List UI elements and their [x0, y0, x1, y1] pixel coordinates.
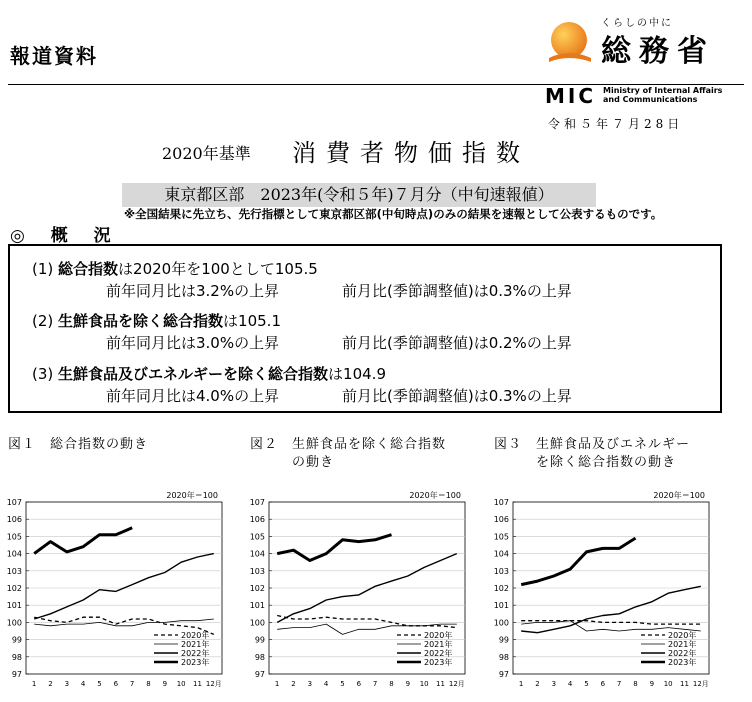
y-tick-label: 101: [6, 601, 22, 611]
item-number: (1): [32, 260, 54, 278]
mic-text: MIC: [545, 84, 597, 108]
x-tick-label: 8: [389, 680, 394, 688]
y-tick-label: 97: [498, 670, 509, 679]
x-tick-label: 9: [162, 680, 168, 688]
legend-label: 2023年: [181, 658, 210, 667]
item-2-yoy: 前年同月比は3.0%の上昇: [106, 334, 280, 352]
logo-sun-icon: [545, 18, 597, 70]
logo-tagline: くらしの中に: [601, 18, 673, 29]
item-1-yoy: 前年同月比は3.2%の上昇: [106, 282, 280, 300]
ministry-logo: [545, 14, 745, 76]
item-number: (3): [32, 365, 54, 383]
x-tick-label: 12月: [448, 680, 465, 688]
figure-1-title: 図１ 総合指数の動き: [8, 437, 149, 452]
y-tick-label: 107: [493, 498, 509, 507]
figure-2-caption: [250, 436, 480, 472]
x-tick-label: 1: [518, 680, 524, 688]
item-desc: は105.1: [223, 312, 281, 330]
subtitle-banner: 東京都区部 2023年(令和５年)７月分（中旬速報値）: [122, 183, 596, 207]
item-2-mom: 前月比(季節調整値)は0.2%の上昇: [342, 334, 572, 352]
x-tick-label: 3: [551, 680, 557, 688]
y-tick-label: 99: [254, 635, 265, 645]
chart-2: [243, 488, 477, 694]
base-year-note: 2020年＝100: [653, 491, 705, 500]
legend-label: 2020年: [668, 631, 697, 640]
figure-2-title: 図２ 生鮮食品を除く総合指数: [250, 437, 447, 452]
legend-label: 2021年: [668, 640, 697, 649]
release-label: 報道資料: [10, 44, 98, 68]
y-tick-label: 103: [493, 566, 509, 576]
series-line-2020年: [277, 616, 457, 628]
legend-label: 2020年: [181, 631, 210, 640]
x-tick-label: 12月: [205, 680, 222, 688]
chart-1: [0, 488, 234, 694]
y-tick-label: 103: [6, 566, 22, 576]
y-tick-label: 98: [11, 652, 22, 662]
x-tick-label: 7: [616, 680, 622, 688]
x-tick-label: 10: [176, 680, 186, 688]
x-tick-label: 7: [129, 680, 135, 688]
chart-3: [487, 488, 721, 694]
item-name: 生鮮食品及びエネルギーを除く総合指数: [58, 365, 329, 383]
series-line-2023年: [34, 528, 132, 554]
x-tick-label: 6: [600, 680, 606, 688]
series-line-2023年: [521, 538, 635, 585]
item-3-mom: 前月比(季節調整値)は0.3%の上昇: [342, 387, 572, 405]
y-tick-label: 106: [493, 515, 509, 525]
y-tick-label: 97: [11, 670, 22, 679]
y-tick-label: 99: [498, 635, 509, 645]
x-tick-label: 3: [307, 680, 313, 688]
y-tick-label: 98: [254, 652, 265, 662]
item-number: (2): [32, 312, 54, 330]
y-tick-label: 104: [493, 549, 509, 559]
y-tick-label: 105: [6, 532, 22, 542]
overview-item-3: [32, 363, 386, 384]
base-year-note: 2020年＝100: [409, 491, 461, 500]
mic-logo: [545, 84, 745, 108]
item-desc: は2020年を100として105.5: [118, 260, 318, 278]
y-tick-label: 102: [493, 584, 509, 593]
x-tick-label: 3: [64, 680, 70, 688]
series-line-2023年: [277, 535, 391, 561]
series-line-2022年: [521, 586, 701, 632]
y-tick-label: 102: [249, 584, 265, 593]
item-desc: は104.9: [328, 365, 386, 383]
item-1-mom: 前月比(季節調整値)は0.3%の上昇: [342, 282, 572, 300]
item-name: 総合指数: [58, 260, 119, 278]
overview-item-1: [32, 258, 318, 279]
y-tick-label: 107: [6, 498, 22, 507]
y-tick-label: 99: [11, 635, 22, 645]
x-tick-label: 5: [340, 680, 345, 688]
x-tick-label: 1: [31, 680, 37, 688]
legend-label: 2020年: [424, 631, 453, 640]
x-tick-label: 10: [663, 680, 673, 688]
x-tick-label: 1: [274, 680, 280, 688]
y-tick-label: 107: [249, 498, 265, 507]
y-tick-label: 106: [249, 515, 265, 525]
logo-ministry-name: 総務省: [601, 34, 715, 69]
x-tick-label: 9: [405, 680, 411, 688]
mic-subtitle-line2: and Communications: [603, 95, 698, 104]
x-tick-label: 4: [323, 680, 329, 688]
figure-1-caption: [8, 436, 238, 454]
overview-box: [8, 244, 722, 413]
page-title: 消費者物価指数: [292, 139, 530, 167]
x-tick-label: 6: [356, 680, 362, 688]
legend-label: 2023年: [668, 658, 697, 667]
x-tick-label: 8: [633, 680, 638, 688]
item-name: 生鮮食品を除く総合指数: [58, 312, 224, 330]
x-tick-label: 4: [80, 680, 86, 688]
legend-label: 2021年: [181, 640, 210, 649]
x-tick-label: 5: [584, 680, 589, 688]
y-tick-label: 100: [6, 618, 22, 628]
x-tick-label: 11: [680, 680, 689, 688]
figure-3-title: 図３ 生鮮食品及びエネルギー: [494, 437, 691, 452]
y-tick-label: 102: [6, 584, 22, 593]
figure-2-title-line2: の動き: [292, 455, 335, 470]
y-tick-label: 103: [249, 566, 265, 576]
y-tick-label: 101: [249, 601, 265, 611]
x-tick-label: 7: [372, 680, 378, 688]
overview-heading: ◎ 概 況: [10, 226, 121, 246]
figure-3-title-line2: を除く総合指数の動き: [536, 455, 677, 470]
series-line-2022年: [34, 554, 214, 619]
y-tick-label: 104: [249, 549, 265, 559]
overview-item-2: [32, 310, 281, 331]
y-tick-label: 100: [493, 618, 509, 628]
mic-subtitle: [603, 86, 722, 104]
x-tick-label: 9: [649, 680, 655, 688]
y-tick-label: 106: [6, 515, 22, 525]
y-tick-label: 104: [6, 549, 22, 559]
item-3-yoy: 前年同月比は4.0%の上昇: [106, 387, 280, 405]
legend-label: 2021年: [424, 640, 453, 649]
base-year-note: 2020年＝100: [166, 491, 218, 500]
x-tick-label: 10: [419, 680, 429, 688]
x-tick-label: 5: [97, 680, 102, 688]
legend-label: 2023年: [424, 658, 453, 667]
x-tick-label: 4: [567, 680, 573, 688]
x-tick-label: 6: [113, 680, 119, 688]
legend-label: 2022年: [424, 649, 453, 658]
y-tick-label: 97: [254, 670, 265, 679]
y-tick-label: 101: [493, 601, 509, 611]
x-tick-label: 12月: [692, 680, 709, 688]
y-tick-label: 105: [249, 532, 265, 542]
figure-3-caption: [494, 436, 734, 472]
x-tick-label: 2: [291, 680, 296, 688]
legend-label: 2022年: [668, 649, 697, 658]
title-base-year: 2020年基準: [162, 144, 251, 163]
x-tick-label: 2: [48, 680, 53, 688]
x-tick-label: 8: [146, 680, 151, 688]
legend-label: 2022年: [181, 649, 210, 658]
y-tick-label: 98: [498, 652, 509, 662]
y-tick-label: 100: [249, 618, 265, 628]
x-tick-label: 11: [193, 680, 202, 688]
release-note: ※全国結果に先立ち、先行指標として東京都区部(中旬時点)のみの結果を速報として公表するものです。: [124, 207, 663, 221]
mic-subtitle-line1: Ministry of Internal Affairs: [603, 86, 723, 95]
x-tick-label: 2: [535, 680, 540, 688]
release-date: 令和５年７月28日: [548, 117, 684, 131]
x-tick-label: 11: [436, 680, 445, 688]
y-tick-label: 105: [493, 532, 509, 542]
